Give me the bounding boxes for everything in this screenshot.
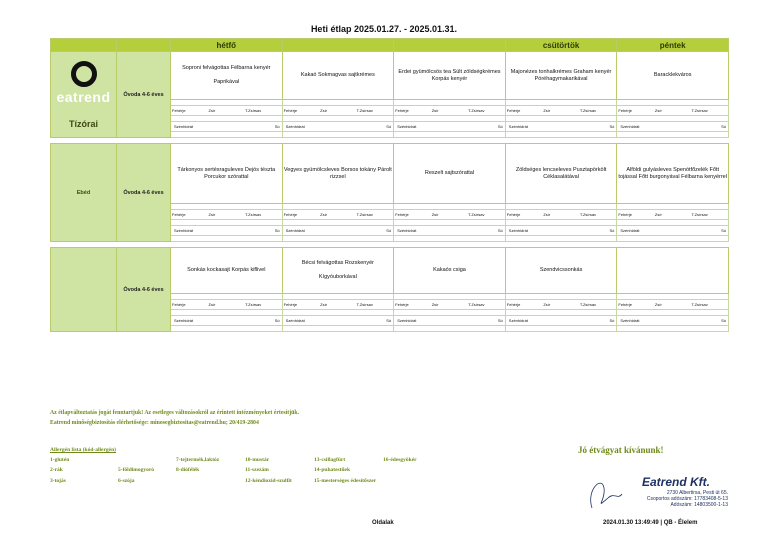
dish-cell: Kakaó Sokmagvas sajtkrémes bbox=[282, 52, 394, 100]
good-appetite-text: Jó étvágyat kívánunk! bbox=[578, 445, 664, 455]
allergen-item: 5-földimogyoró bbox=[118, 467, 155, 473]
allergen-item: 6-szója bbox=[118, 478, 135, 484]
dish-cell: Vegyes gyümölcsleves Borsos tokány Párolt rizzsel bbox=[282, 144, 394, 204]
meal-label bbox=[51, 248, 117, 332]
allergen-item: 16-édesgyökér bbox=[383, 457, 417, 463]
allergen-item: 14-puhatestűek bbox=[314, 467, 351, 473]
company-stamp bbox=[584, 470, 734, 520]
footer-pages: Oldalak bbox=[372, 520, 394, 526]
allergen-item: 12-kéndioxid-szulfit bbox=[245, 478, 292, 484]
dish-cell bbox=[617, 248, 729, 294]
logo-cell bbox=[51, 39, 117, 52]
allergen-item: 7-tejtermék,laktóz bbox=[176, 457, 220, 463]
age-group: Óvoda 4-6 éves bbox=[117, 144, 171, 242]
dish-cell: Reszelt sajtszórattal bbox=[394, 144, 506, 204]
day-header bbox=[394, 39, 506, 52]
stamp-details: 2730 Albertirsa, Pesti út 65. Csoportos adószám: 17783408-5-13 Adószám: 14803500-1-13 bbox=[646, 490, 728, 508]
day-header: péntek bbox=[617, 39, 729, 52]
allergen-item: 8-diófélék bbox=[176, 467, 200, 473]
meal-label: Tízórai bbox=[68, 118, 98, 129]
stamp-company-name: Eatrend Kft. bbox=[642, 475, 711, 489]
dish-cell: Szendvicssonkás bbox=[505, 248, 617, 294]
dish-cell: Erdei gyümölcsös tea Sült zöldségkrémes Korpás kenyér bbox=[394, 52, 506, 100]
age-group: Óvoda 4-6 éves bbox=[117, 52, 171, 138]
page-title: Heti étlap 2025.01.27. - 2025.01.31. bbox=[310, 24, 458, 34]
allergen-item: 3-tojás bbox=[50, 478, 66, 484]
dish-cell: Bécsi felvágottas Rozskenyér Kígyóuborkával bbox=[282, 248, 394, 294]
allergen-item: 15-mesterséges édesítőszer bbox=[314, 478, 377, 484]
allergen-item: 13-csillagfürt bbox=[314, 457, 346, 463]
menu-table: hétfő csütörtök péntek eatrend Tízórai Óvoda 4-6 éves Soproni felvágottas Félbarna kenyér Paprikával Kakaó Sokmagvas sajtkrémes Erdei gyümölcsös tea Sült zöldségkrémes Korpás kenyér Majonézes tonhalkrémes Graham kenyér Póréhagymakarikával Baracklekváros Fehérje Zsír T.Zsírsav Fehérje Zsír T.Zsírsav Fehérje Zsír T.Zsírsav Fehérje Zsír T.Zsírsav Fehérje Zsír T.Zsírsav Szénhidrát Só Szénhidrát Só Szénhidrát Só Szénhidrát Só Szénhidrát Só Ebéd Óvoda 4-6 éves Tárkonyos sertésraguleves Dejós tészta Porcukor szórattal Vegyes gyümölcsleves Borsos tokány Párolt rizzsel Reszelt sajtszórattal Zöldséges lencseleves Pusztapörkölt Céklasalátával Alföldi gulyásleves Spenótfőzelék Főtt tojással Főtt burgonyával Félbarna kenyérrel Fehérje Zsír T.Zsírsav Fehérje Zsír T.Zsírsav Fehérje Zsír T.Zsírsav Fehérje Zsír T.Zsírsav Fehérje Zsír T.Zsírsav Szénhidrát Só Szénhidrát Só Szénhidrát Só Szénhidrát Só Szénhidrát Só Óvoda 4-6 éves Sonkás kockasajt Korpás kiflivel Bécsi felvágottas Rozskenyér Kígyóuborkával Kakaós csiga Szendvicssonkás Fehérje Zsír T.Zsírsav Fehérje Zsír T.Zsírsav Fehérje Zsír T.Zsírsav Fehérje Zsír T.Zsírsav Fehérje Zsír T.Zsírsav Szénhidrát Só Szénhidrát Só Szénhidrát Só Szénhidrát Só Szénhidrát Só bbox=[50, 38, 729, 332]
eatrend-logo: eatrend bbox=[51, 61, 116, 105]
footer-timestamp: 2024.01.30 13:49:49 | QB - Élelem bbox=[603, 520, 698, 526]
allergen-item: 10-mustár bbox=[245, 457, 270, 463]
age-group: Óvoda 4-6 éves bbox=[117, 248, 171, 332]
dish-cell: Tárkonyos sertésraguleves Dejós tészta Porcukor szórattal bbox=[171, 144, 283, 204]
logo-area bbox=[51, 52, 117, 138]
meal-label: Ebéd bbox=[51, 144, 117, 242]
allergen-item: 2-rák bbox=[50, 467, 63, 473]
quality-contact: Eatrend minőségbiztosítás elérhetősége: minosegbiztositas@eatrend.hu; 20/419-2804 bbox=[50, 420, 259, 426]
day-header: hétfő bbox=[171, 39, 283, 52]
dish-cell: Soproni felvágottas Félbarna kenyér Paprikával bbox=[171, 52, 283, 100]
dish-cell: Majonézes tonhalkrémes Graham kenyér Póréhagymakarikával bbox=[505, 52, 617, 100]
allergen-item: 11-szezám bbox=[245, 467, 269, 473]
day-header: csütörtök bbox=[505, 39, 617, 52]
allergen-item: 1-glutén bbox=[50, 457, 70, 463]
dish-cell: Baracklekváros bbox=[617, 52, 729, 100]
day-header bbox=[282, 39, 394, 52]
dish-cell: Alföldi gulyásleves Spenótfőzelék Főtt tojással Főtt burgonyával Félbarna kenyérrel bbox=[617, 144, 729, 204]
dish-cell: Sonkás kockasajt Korpás kiflivel bbox=[171, 248, 283, 294]
allergen-title: Allergén lista (kód-allergén) bbox=[50, 447, 116, 453]
dish-cell: Kakaós csiga bbox=[394, 248, 506, 294]
dish-cell: Zöldséges lencseleves Pusztapörkölt Céklasalátával bbox=[505, 144, 617, 204]
change-notice: Az étlapváltoztatás jogát fenntartjuk! Az esetleges változásokról az érintett intézményeket értesítjük. bbox=[50, 410, 300, 416]
